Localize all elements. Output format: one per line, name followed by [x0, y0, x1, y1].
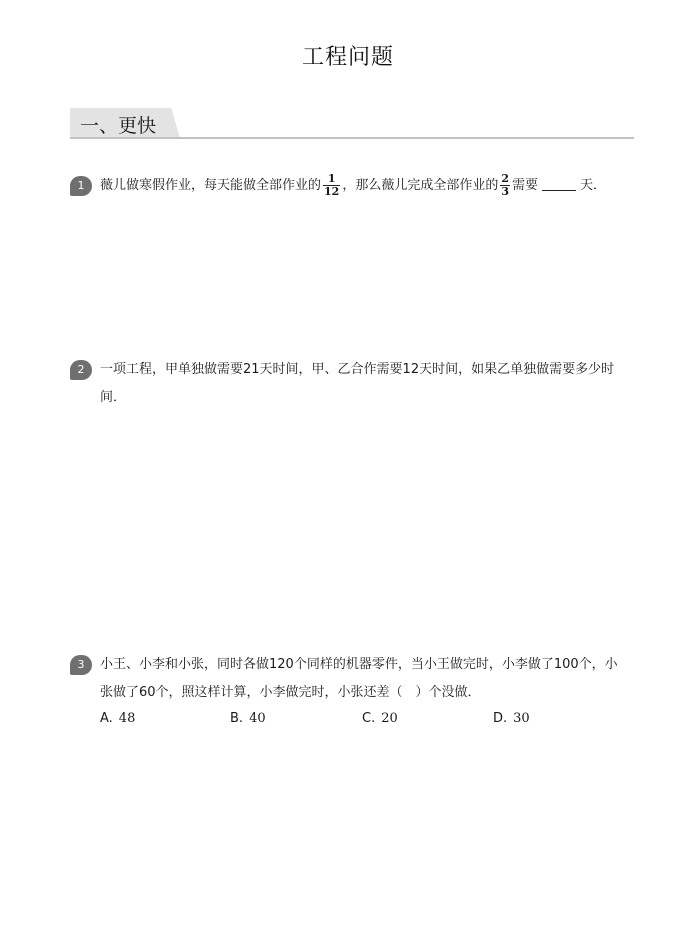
question-number-badge: 1: [70, 176, 92, 196]
question-number-badge: 2: [70, 360, 92, 380]
question-3: [70, 651, 630, 741]
option-value: 40: [249, 711, 266, 726]
option-d[interactable]: [493, 705, 530, 733]
question-text: [100, 356, 630, 412]
question-line: 张做了60个，照这样计算，小李做完时，小张还差（ ）个没做．: [100, 685, 481, 700]
question-text: [100, 172, 630, 200]
section-title: 一、更快: [80, 115, 157, 137]
question-text: [100, 651, 630, 707]
fraction-denominator: 3: [501, 185, 509, 198]
option-value: 20: [381, 711, 398, 726]
option-letter: C.: [362, 711, 376, 726]
question-text-part: ，那么薇儿完成全部作业的: [342, 178, 499, 193]
option-value: 48: [118, 711, 136, 726]
question-text-part: 薇儿做寒假作业，每天能做全部作业的: [100, 178, 322, 193]
question-2: [70, 356, 630, 416]
option-letter: B.: [230, 711, 244, 726]
option-letter: D.: [493, 711, 508, 726]
fraction-numerator: 1: [323, 173, 340, 186]
fraction-2-3: [500, 173, 510, 198]
option-value: 30: [513, 711, 530, 726]
page-title: 工程问题: [301, 45, 394, 70]
fraction-1-12: [323, 173, 340, 198]
option-letter: A.: [100, 711, 113, 726]
option-b[interactable]: [230, 705, 266, 733]
question-line: 一项工程，甲单独做需要21天时间，甲、乙合作需要12天时间，如果乙单独做需要多少时: [100, 362, 615, 377]
question-line: 间．: [100, 390, 127, 405]
option-a[interactable]: [100, 705, 135, 733]
question-number-badge: 3: [70, 655, 92, 675]
question-text-part: 需要: [512, 178, 539, 193]
option-c[interactable]: [362, 705, 398, 733]
question-line: 小王、小李和小张，同时各做120个同样的机器零件，当小王做完时，小李做了100个，小: [100, 657, 618, 672]
question-1: [70, 172, 630, 202]
answer-options: [100, 705, 640, 733]
question-text-part: 天．: [580, 178, 607, 193]
answer-blank[interactable]: [542, 176, 576, 191]
fraction-numerator: 2: [501, 172, 509, 185]
fraction-denominator: 12: [324, 185, 340, 198]
section-header: [70, 108, 634, 140]
